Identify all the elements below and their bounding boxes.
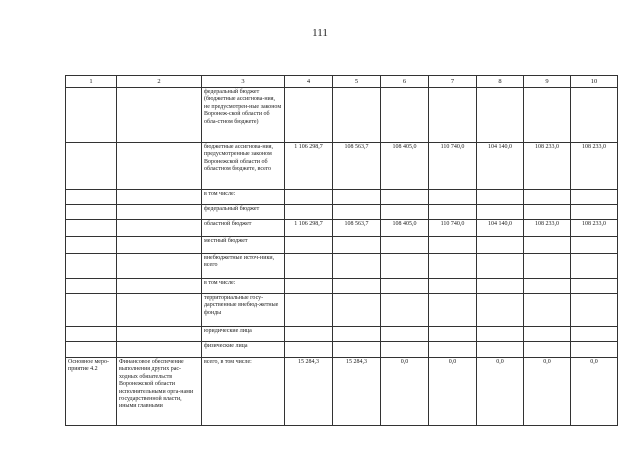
cell-value bbox=[285, 88, 333, 143]
cell-value: 108 233,0 bbox=[571, 220, 618, 237]
cell-value bbox=[571, 190, 618, 205]
cell-description bbox=[117, 327, 202, 342]
cell-value bbox=[524, 237, 571, 254]
cell-value bbox=[333, 294, 381, 327]
cell-value bbox=[429, 294, 477, 327]
cell-source: местный бюджет bbox=[202, 237, 285, 254]
cell-value bbox=[429, 237, 477, 254]
cell-value bbox=[381, 327, 429, 342]
cell-activity bbox=[66, 205, 117, 220]
cell-value bbox=[333, 88, 381, 143]
cell-value bbox=[524, 342, 571, 358]
cell-description bbox=[117, 342, 202, 358]
cell-value bbox=[571, 342, 618, 358]
cell-value bbox=[429, 279, 477, 294]
cell-description bbox=[117, 190, 202, 205]
table-row bbox=[66, 279, 618, 294]
cell-description bbox=[117, 237, 202, 254]
table-header-row bbox=[66, 76, 618, 88]
cell-value bbox=[571, 254, 618, 279]
table-row bbox=[66, 237, 618, 254]
cell-description: Финансовое обеспечение выполнения других рас-ходных обязательств Воронежской области исполнительными орга-нами государственной власти, иными главными bbox=[117, 358, 202, 426]
cell-source: всего, в том числе: bbox=[202, 358, 285, 426]
cell-value bbox=[477, 237, 524, 254]
table-row bbox=[66, 205, 618, 220]
column-header: 2 bbox=[117, 76, 202, 88]
cell-source: территориальные госу-дарственные внебюд-жетные фонды bbox=[202, 294, 285, 327]
cell-value bbox=[285, 279, 333, 294]
cell-value bbox=[381, 279, 429, 294]
cell-value bbox=[333, 190, 381, 205]
table-row bbox=[66, 88, 618, 143]
cell-description bbox=[117, 143, 202, 190]
cell-activity bbox=[66, 254, 117, 279]
cell-value: 15 284,3 bbox=[333, 358, 381, 426]
cell-value: 104 140,0 bbox=[477, 143, 524, 190]
cell-value bbox=[429, 205, 477, 220]
cell-value bbox=[524, 279, 571, 294]
cell-value bbox=[524, 88, 571, 143]
cell-value bbox=[524, 254, 571, 279]
cell-value: 104 140,0 bbox=[477, 220, 524, 237]
cell-value: 108 405,0 bbox=[381, 220, 429, 237]
page-number: 111 bbox=[312, 27, 328, 39]
cell-value bbox=[477, 342, 524, 358]
column-header: 5 bbox=[333, 76, 381, 88]
cell-value bbox=[571, 279, 618, 294]
cell-value bbox=[477, 88, 524, 143]
cell-value: 0,0 bbox=[524, 358, 571, 426]
cell-value bbox=[285, 327, 333, 342]
cell-description bbox=[117, 279, 202, 294]
cell-value bbox=[571, 88, 618, 143]
cell-activity bbox=[66, 88, 117, 143]
column-header: 8 bbox=[477, 76, 524, 88]
cell-value bbox=[571, 294, 618, 327]
cell-value: 108 233,0 bbox=[524, 143, 571, 190]
cell-source: бюджетные ассигнова-ния, предусмотренные законом Воронежской области об областном бюджете, всего bbox=[202, 143, 285, 190]
cell-value bbox=[333, 205, 381, 220]
cell-value bbox=[381, 342, 429, 358]
cell-source: в том числе: bbox=[202, 190, 285, 205]
cell-activity bbox=[66, 327, 117, 342]
cell-value bbox=[285, 254, 333, 279]
cell-value bbox=[381, 205, 429, 220]
cell-value bbox=[524, 190, 571, 205]
cell-value bbox=[477, 190, 524, 205]
cell-value: 108 233,0 bbox=[524, 220, 571, 237]
cell-activity: Основное меро-приятие 4.2 bbox=[66, 358, 117, 426]
cell-value: 110 740,0 bbox=[429, 220, 477, 237]
column-header: 10 bbox=[571, 76, 618, 88]
cell-source: федеральный бюджет bbox=[202, 205, 285, 220]
cell-value bbox=[333, 237, 381, 254]
cell-value bbox=[477, 205, 524, 220]
cell-value bbox=[524, 205, 571, 220]
cell-value bbox=[429, 254, 477, 279]
cell-value bbox=[381, 294, 429, 327]
cell-value bbox=[571, 327, 618, 342]
cell-value bbox=[285, 342, 333, 358]
cell-value: 110 740,0 bbox=[429, 143, 477, 190]
cell-value: 108 563,7 bbox=[333, 220, 381, 237]
cell-value: 1 106 298,7 bbox=[285, 143, 333, 190]
table-row bbox=[66, 327, 618, 342]
cell-value: 15 284,3 bbox=[285, 358, 333, 426]
cell-source: областной бюджет bbox=[202, 220, 285, 237]
cell-description bbox=[117, 294, 202, 327]
cell-description bbox=[117, 205, 202, 220]
cell-value bbox=[285, 237, 333, 254]
cell-source: физические лица bbox=[202, 342, 285, 358]
cell-value bbox=[285, 294, 333, 327]
cell-value bbox=[429, 327, 477, 342]
cell-source: юридические лица bbox=[202, 327, 285, 342]
cell-activity bbox=[66, 342, 117, 358]
table-row bbox=[66, 190, 618, 205]
cell-value bbox=[285, 205, 333, 220]
cell-value: 108 563,7 bbox=[333, 143, 381, 190]
cell-description bbox=[117, 88, 202, 143]
cell-value bbox=[571, 237, 618, 254]
column-header: 7 bbox=[429, 76, 477, 88]
cell-value bbox=[381, 254, 429, 279]
cell-description bbox=[117, 254, 202, 279]
cell-value bbox=[429, 342, 477, 358]
cell-value: 0,0 bbox=[477, 358, 524, 426]
cell-activity bbox=[66, 237, 117, 254]
cell-value bbox=[381, 237, 429, 254]
cell-value bbox=[477, 294, 524, 327]
cell-value bbox=[477, 327, 524, 342]
cell-activity bbox=[66, 143, 117, 190]
cell-value bbox=[477, 254, 524, 279]
cell-value bbox=[333, 279, 381, 294]
column-header: 3 bbox=[202, 76, 285, 88]
cell-value bbox=[285, 190, 333, 205]
cell-activity bbox=[66, 279, 117, 294]
cell-value bbox=[477, 279, 524, 294]
column-header: 1 bbox=[66, 76, 117, 88]
table-row bbox=[66, 220, 618, 237]
cell-value: 108 233,0 bbox=[571, 143, 618, 190]
cell-source: внебюджетные источ-ники, всего bbox=[202, 254, 285, 279]
cell-value: 0,0 bbox=[571, 358, 618, 426]
cell-value: 1 106 298,7 bbox=[285, 220, 333, 237]
table-row bbox=[66, 294, 618, 327]
cell-activity bbox=[66, 220, 117, 237]
column-header: 4 bbox=[285, 76, 333, 88]
cell-value: 108 405,0 bbox=[381, 143, 429, 190]
cell-description bbox=[117, 220, 202, 237]
cell-value bbox=[333, 254, 381, 279]
cell-value bbox=[571, 205, 618, 220]
cell-value: 0,0 bbox=[429, 358, 477, 426]
cell-value bbox=[429, 190, 477, 205]
cell-value bbox=[333, 327, 381, 342]
table-row bbox=[66, 342, 618, 358]
cell-value bbox=[333, 342, 381, 358]
cell-value bbox=[381, 190, 429, 205]
cell-value bbox=[524, 327, 571, 342]
cell-source: федеральный бюджет (бюджетные ассигнова-ния, не предусмотрен-ные законом Воронеж-ской области об обла-стном бюджете) bbox=[202, 88, 285, 143]
column-header: 6 bbox=[381, 76, 429, 88]
budget-table bbox=[65, 75, 618, 426]
table-row bbox=[66, 358, 618, 426]
cell-activity bbox=[66, 190, 117, 205]
cell-activity bbox=[66, 294, 117, 327]
table-row bbox=[66, 254, 618, 279]
table-row bbox=[66, 143, 618, 190]
cell-source: в том числе: bbox=[202, 279, 285, 294]
column-header: 9 bbox=[524, 76, 571, 88]
cell-value bbox=[429, 88, 477, 143]
cell-value bbox=[524, 294, 571, 327]
cell-value bbox=[381, 88, 429, 143]
cell-value: 0,0 bbox=[381, 358, 429, 426]
